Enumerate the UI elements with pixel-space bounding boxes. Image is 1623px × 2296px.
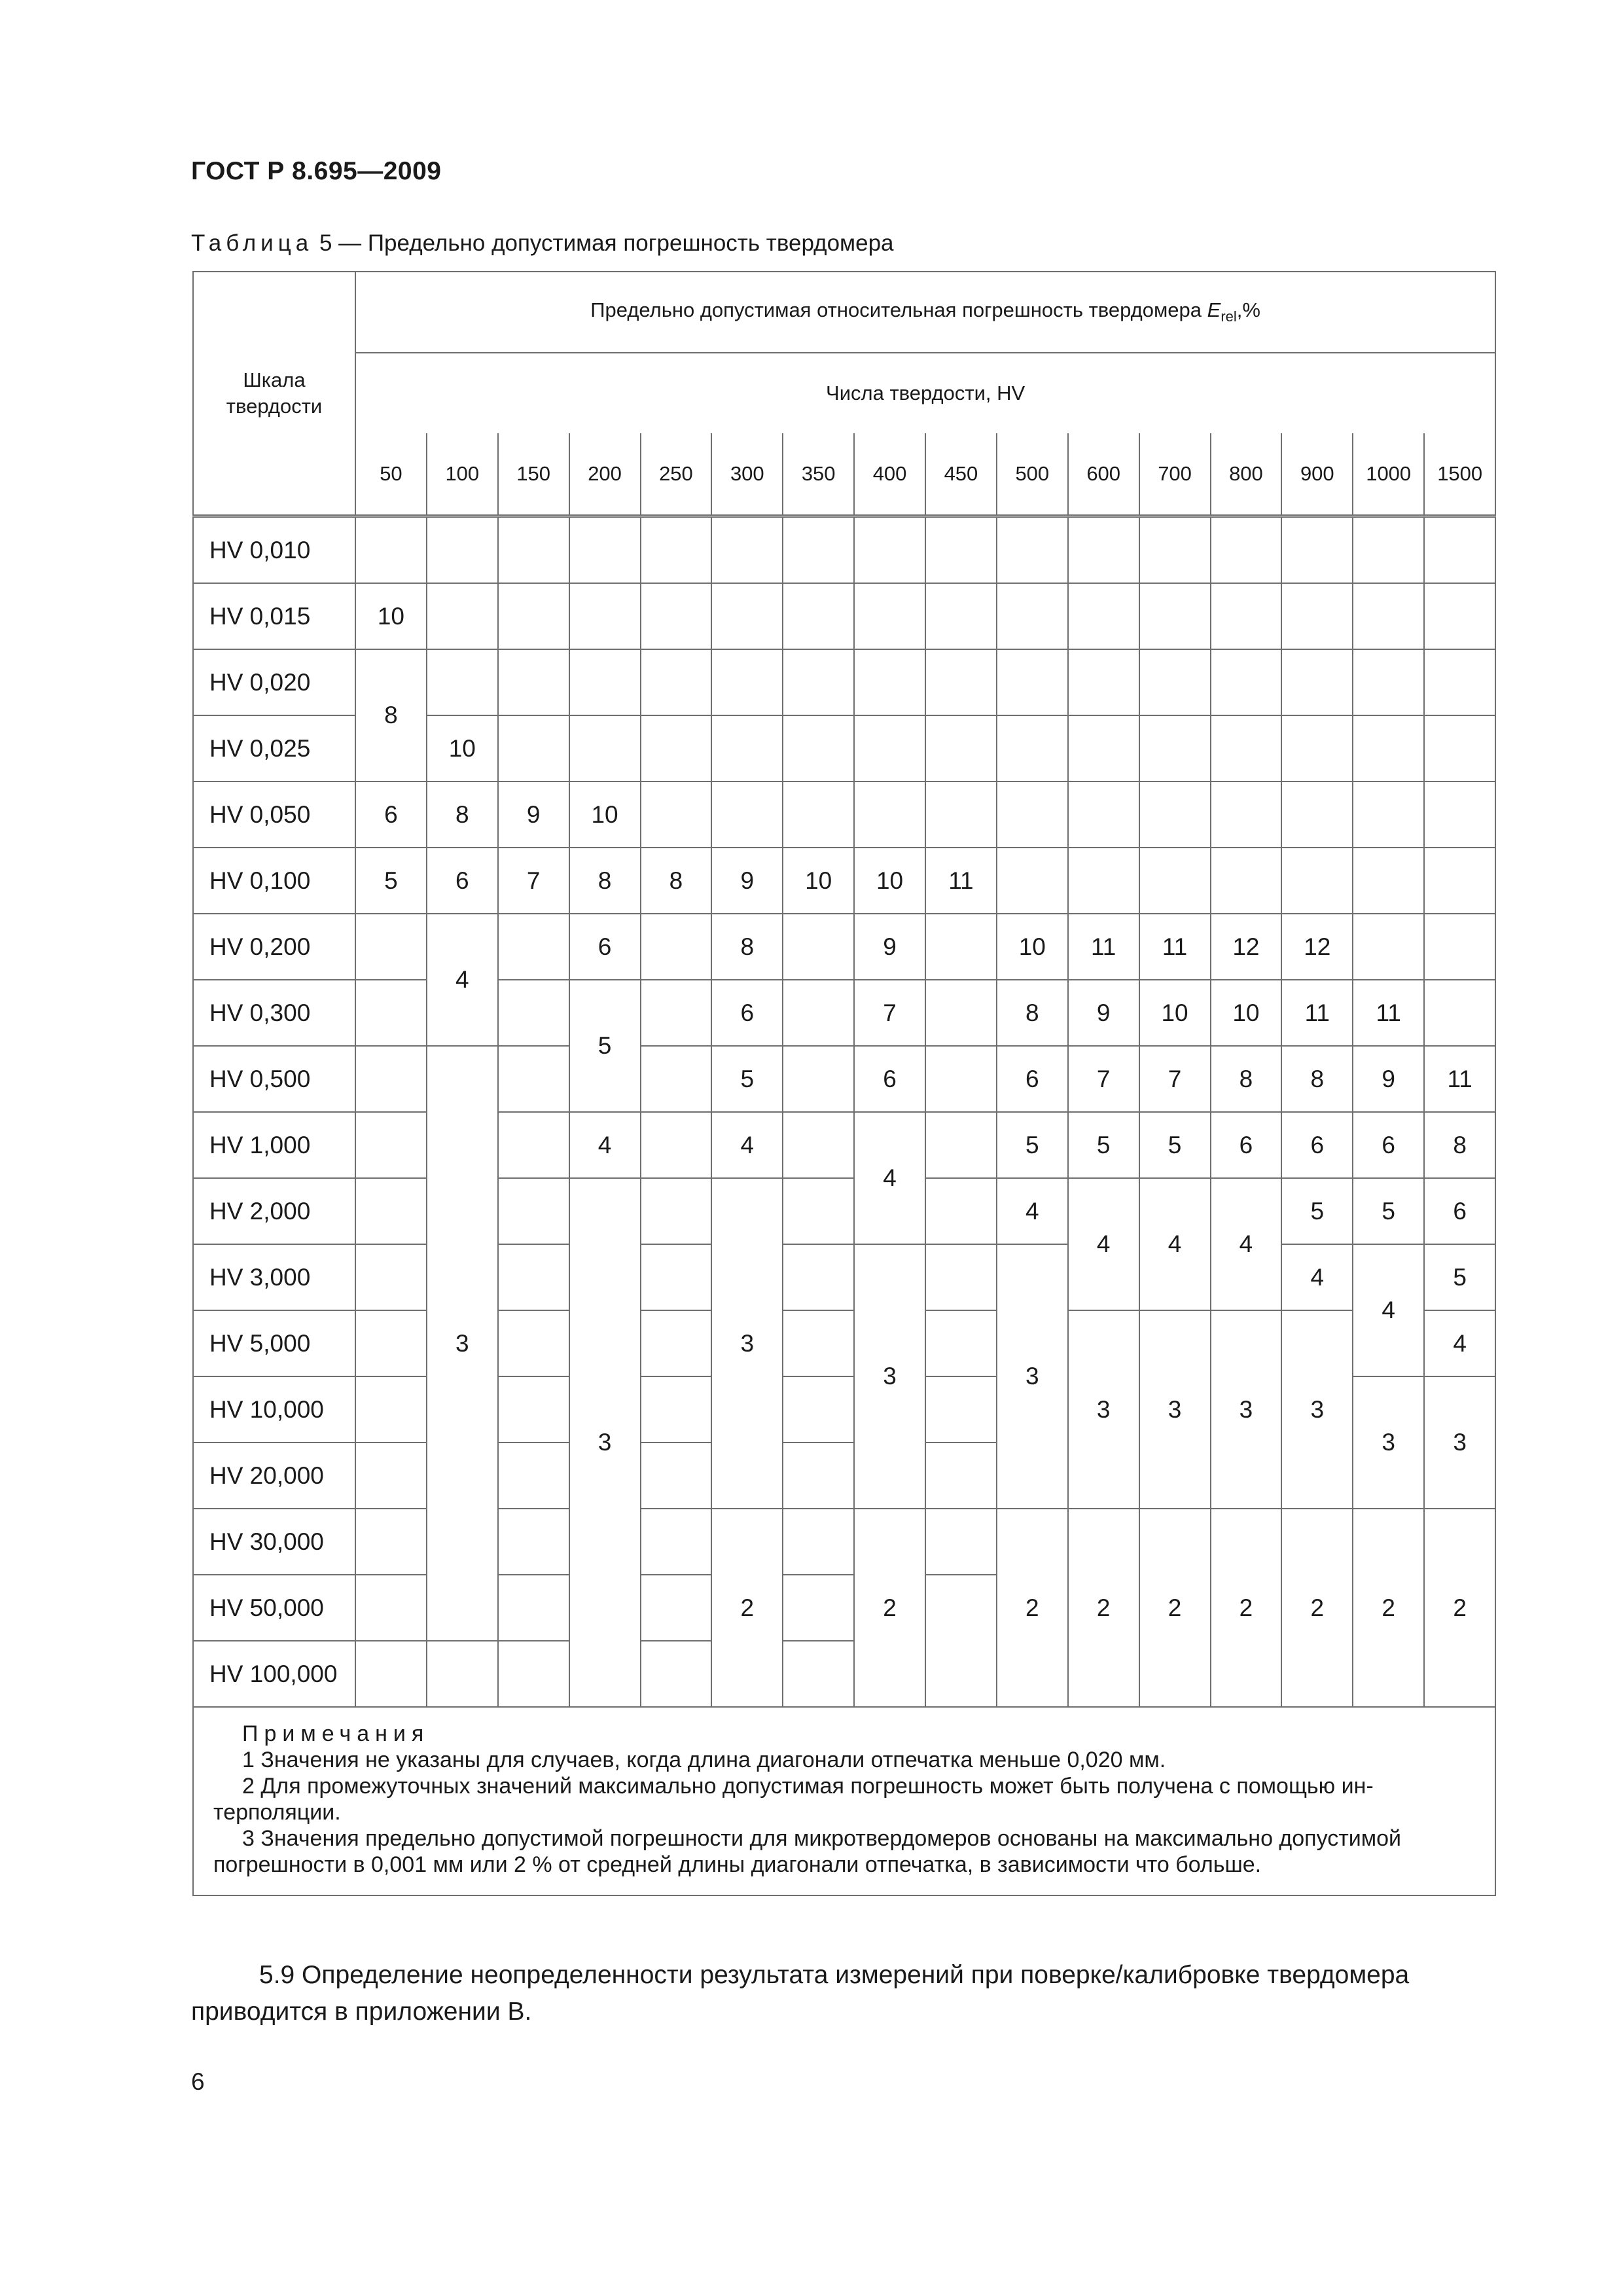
value-cell (641, 781, 712, 848)
table-caption-word: Таблица (191, 230, 313, 256)
value-cell (641, 1112, 712, 1178)
row-label: HV 0,010 (193, 516, 355, 584)
value-cell: 3 (1424, 1376, 1495, 1509)
value-cell (569, 715, 641, 781)
value-cell: 8 (997, 980, 1068, 1046)
value-cell: 10 (1211, 980, 1282, 1046)
value-cell: 3 (1281, 1310, 1353, 1509)
value-cell (783, 1046, 854, 1112)
value-cell (925, 516, 997, 584)
value-cell (854, 715, 925, 781)
value-cell: 2 (1424, 1509, 1495, 1707)
value-cell (355, 1046, 427, 1112)
row-label: HV 20,000 (193, 1443, 355, 1509)
value-cell: 2 (1139, 1509, 1211, 1707)
value-cell (1424, 980, 1495, 1046)
value-cell (783, 1112, 854, 1178)
value-cell (355, 1376, 427, 1443)
value-cell: 11 (1281, 980, 1353, 1046)
value-cell (1424, 848, 1495, 914)
value-cell (783, 1575, 854, 1641)
value-cell (783, 1178, 854, 1244)
value-cell: 8 (1281, 1046, 1353, 1112)
value-cell: 4 (569, 1112, 641, 1178)
value-cell (1353, 781, 1424, 848)
value-cell: 9 (854, 914, 925, 980)
value-cell (641, 1641, 712, 1707)
value-cell (498, 1575, 569, 1641)
value-cell: 3 (427, 1046, 498, 1641)
row-label: HV 10,000 (193, 1376, 355, 1443)
value-cell (641, 649, 712, 715)
hardness-value-header: 1000 (1353, 433, 1424, 516)
group-header-text: Предельно допустимая относительная погрешность твердомера (590, 298, 1207, 322)
row-label: HV 0,015 (193, 583, 355, 649)
hardness-value-header: 800 (1211, 433, 1282, 516)
value-cell: 5 (1139, 1112, 1211, 1178)
value-cell: 7 (854, 980, 925, 1046)
value-cell (1424, 583, 1495, 649)
value-cell (1211, 516, 1282, 584)
value-cell (783, 1310, 854, 1376)
row-label: HV 0,050 (193, 781, 355, 848)
hardness-value-header: 350 (783, 433, 854, 516)
table-caption (191, 230, 894, 257)
note-item: 3 Значения предельно допустимой погрешности для микротвердомеров основаны на максимально допустимой погрешности в 0,001 мм или 2 % от средней длины диагонали отпечатка, в зависимости что больше. (213, 1826, 1402, 1877)
value-cell (498, 1244, 569, 1310)
value-cell: 8 (1211, 1046, 1282, 1112)
value-cell: 6 (1353, 1112, 1424, 1178)
value-cell (783, 781, 854, 848)
value-cell (711, 781, 783, 848)
hardness-value-header: 900 (1281, 433, 1353, 516)
row-label: HV 0,300 (193, 980, 355, 1046)
value-cell (498, 1443, 569, 1509)
value-cell: 5 (997, 1112, 1068, 1178)
value-cell (569, 649, 641, 715)
value-cell (783, 516, 854, 584)
value-cell (641, 1310, 712, 1376)
value-cell (641, 1509, 712, 1575)
value-cell: 8 (641, 848, 712, 914)
value-cell: 10 (783, 848, 854, 914)
value-cell: 8 (711, 914, 783, 980)
value-cell (997, 848, 1068, 914)
value-cell (498, 516, 569, 584)
value-cell (355, 980, 427, 1046)
value-cell (1139, 583, 1211, 649)
value-cell: 10 (427, 715, 498, 781)
value-cell: 9 (711, 848, 783, 914)
value-cell (1068, 516, 1139, 584)
value-cell (783, 1443, 854, 1509)
value-cell (1281, 516, 1353, 584)
value-cell (1139, 848, 1211, 914)
value-cell (498, 583, 569, 649)
value-cell (1068, 583, 1139, 649)
value-cell: 6 (854, 1046, 925, 1112)
value-cell (1353, 649, 1424, 715)
hardness-value-header: 400 (854, 433, 925, 516)
value-cell (355, 516, 427, 584)
value-cell (1211, 583, 1282, 649)
value-cell (925, 1310, 997, 1376)
value-cell: 6 (1211, 1112, 1282, 1178)
value-cell (641, 914, 712, 980)
value-cell: 6 (427, 848, 498, 914)
value-cell (1281, 781, 1353, 848)
value-cell (925, 1244, 997, 1310)
value-cell (1281, 848, 1353, 914)
value-cell (854, 583, 925, 649)
value-cell (1281, 715, 1353, 781)
value-cell (641, 1046, 712, 1112)
hardness-value-header: 100 (427, 433, 498, 516)
value-cell (783, 715, 854, 781)
value-cell (925, 1046, 997, 1112)
row-label: HV 5,000 (193, 1310, 355, 1376)
value-cell (854, 649, 925, 715)
value-cell: 5 (1424, 1244, 1495, 1310)
value-cell (783, 649, 854, 715)
value-cell (783, 583, 854, 649)
value-cell (427, 583, 498, 649)
group-header-subscript: rel (1221, 308, 1237, 325)
value-cell: 7 (1139, 1046, 1211, 1112)
value-cell (498, 914, 569, 980)
value-cell: 11 (1068, 914, 1139, 980)
value-cell (641, 516, 712, 584)
value-cell (854, 781, 925, 848)
value-cell: 4 (1068, 1178, 1139, 1310)
value-cell: 2 (997, 1509, 1068, 1707)
value-cell: 8 (1424, 1112, 1495, 1178)
value-cell: 3 (854, 1244, 925, 1509)
value-cell: 12 (1211, 914, 1282, 980)
value-cell (1068, 781, 1139, 848)
value-cell (355, 1178, 427, 1244)
value-cell (355, 914, 427, 980)
value-cell: 9 (1353, 1046, 1424, 1112)
value-cell (355, 1641, 427, 1707)
value-cell (997, 781, 1068, 848)
value-cell: 6 (997, 1046, 1068, 1112)
value-cell: 2 (1211, 1509, 1282, 1707)
hardness-value-header: 300 (711, 433, 783, 516)
value-cell: 7 (498, 848, 569, 914)
value-cell (355, 1310, 427, 1376)
hardness-error-table (192, 271, 1496, 1896)
value-cell: 4 (854, 1112, 925, 1244)
value-cell (997, 649, 1068, 715)
value-cell: 8 (569, 848, 641, 914)
value-cell (641, 1443, 712, 1509)
value-cell (498, 1376, 569, 1443)
value-cell (641, 980, 712, 1046)
value-cell (783, 1641, 854, 1707)
value-cell (1211, 715, 1282, 781)
value-cell: 7 (1068, 1046, 1139, 1112)
value-cell (711, 516, 783, 584)
row-label: HV 0,025 (193, 715, 355, 781)
value-cell: 5 (355, 848, 427, 914)
value-cell (711, 715, 783, 781)
row-label: HV 1,000 (193, 1112, 355, 1178)
value-cell (997, 715, 1068, 781)
value-cell (641, 715, 712, 781)
value-cell (427, 649, 498, 715)
row-label: HV 0,100 (193, 848, 355, 914)
value-cell (925, 1376, 997, 1443)
value-cell (641, 1178, 712, 1244)
value-cell (1281, 583, 1353, 649)
value-cell: 5 (1353, 1178, 1424, 1244)
value-cell (1353, 516, 1424, 584)
value-cell: 11 (925, 848, 997, 914)
value-cell: 2 (1353, 1509, 1424, 1707)
value-cell (1211, 649, 1282, 715)
value-cell (1281, 649, 1353, 715)
value-cell (641, 1376, 712, 1443)
value-cell (1353, 848, 1424, 914)
note-item: 1 Значения не указаны для случаев, когда длина диагонали отпечатка меньше 0,020 мм. (242, 1748, 1166, 1772)
table-caption-text: 5 — Предельно допустимая погрешность твердомера (313, 230, 894, 256)
value-cell (925, 1509, 997, 1575)
value-cell: 8 (427, 781, 498, 848)
value-cell: 5 (1068, 1112, 1139, 1178)
value-cell: 10 (355, 583, 427, 649)
hardness-value-header: 150 (498, 433, 569, 516)
value-cell (1068, 848, 1139, 914)
value-cell (1353, 583, 1424, 649)
table-notes (193, 1707, 1495, 1895)
value-cell (1068, 649, 1139, 715)
value-cell (783, 1509, 854, 1575)
value-cell (355, 1509, 427, 1575)
section-paragraph (191, 1957, 1496, 2030)
value-cell: 2 (854, 1509, 925, 1707)
notes-title: Примечания (242, 1721, 430, 1746)
value-cell (498, 1046, 569, 1112)
value-cell (1139, 516, 1211, 584)
note-item: 2 Для промежуточных значений максимально допустимая погрешность может быть получена с помощью интерполяции. (213, 1774, 1374, 1825)
value-cell: 11 (1139, 914, 1211, 980)
value-cell (427, 516, 498, 584)
value-cell (925, 1112, 997, 1178)
paragraph-text: 5.9 Определение неопределенности результата измерений при поверке/калибровке твердомера приводится в приложении В. (191, 1961, 1410, 2026)
value-cell: 3 (1353, 1376, 1424, 1509)
value-cell: 5 (711, 1046, 783, 1112)
value-cell (498, 1641, 569, 1707)
value-cell: 12 (1281, 914, 1353, 980)
value-cell (1424, 649, 1495, 715)
value-cell (355, 1575, 427, 1641)
value-cell: 4 (1353, 1244, 1424, 1376)
value-cell (925, 1178, 997, 1244)
value-cell (641, 1244, 712, 1310)
value-cell: 3 (1211, 1310, 1282, 1509)
value-cell (498, 715, 569, 781)
value-cell (783, 980, 854, 1046)
value-cell: 4 (427, 914, 498, 1046)
value-cell (1211, 781, 1282, 848)
value-cell (925, 914, 997, 980)
row-label: HV 3,000 (193, 1244, 355, 1310)
value-cell: 6 (711, 980, 783, 1046)
value-cell: 4 (1424, 1310, 1495, 1376)
value-cell (1068, 715, 1139, 781)
value-cell (355, 1443, 427, 1509)
document-id: ГОСТ Р 8.695—2009 (191, 157, 442, 185)
value-cell (925, 583, 997, 649)
row-label: HV 100,000 (193, 1641, 355, 1707)
value-cell (1424, 781, 1495, 848)
value-cell: 6 (1424, 1178, 1495, 1244)
hardness-value-header: 200 (569, 433, 641, 516)
hardness-value-header: 1500 (1424, 433, 1495, 516)
value-cell (1353, 914, 1424, 980)
value-cell: 5 (1281, 1178, 1353, 1244)
row-label: HV 30,000 (193, 1509, 355, 1575)
value-cell: 4 (1281, 1244, 1353, 1310)
row-label: HV 2,000 (193, 1178, 355, 1244)
value-cell (997, 516, 1068, 584)
value-cell (925, 1443, 997, 1509)
value-cell (925, 649, 997, 715)
hardness-value-header: 250 (641, 433, 712, 516)
value-cell (854, 516, 925, 584)
value-cell: 2 (1068, 1509, 1139, 1707)
row-label: HV 50,000 (193, 1575, 355, 1641)
value-cell (1424, 516, 1495, 584)
row-label: HV 0,500 (193, 1046, 355, 1112)
value-cell: 5 (569, 980, 641, 1112)
value-cell: 9 (498, 781, 569, 848)
group-header (355, 272, 1495, 353)
value-cell (641, 1575, 712, 1641)
hardness-value-header: 500 (997, 433, 1068, 516)
value-cell (498, 1112, 569, 1178)
value-cell: 9 (1068, 980, 1139, 1046)
row-label: HV 0,200 (193, 914, 355, 980)
value-cell (711, 583, 783, 649)
value-cell: 11 (1424, 1046, 1495, 1112)
value-cell: 10 (569, 781, 641, 848)
value-cell (925, 715, 997, 781)
value-cell (355, 1112, 427, 1178)
value-cell: 4 (711, 1112, 783, 1178)
value-cell (1139, 781, 1211, 848)
group-header-symbol: E (1207, 298, 1221, 322)
value-cell: 6 (1281, 1112, 1353, 1178)
value-cell (783, 1244, 854, 1310)
value-cell: 10 (1139, 980, 1211, 1046)
value-cell: 4 (1211, 1178, 1282, 1310)
value-cell (569, 516, 641, 584)
hardness-numbers-header: Числа твердости, HV (355, 353, 1495, 433)
value-cell (1353, 715, 1424, 781)
value-cell: 10 (997, 914, 1068, 980)
value-cell: 3 (1068, 1310, 1139, 1509)
value-cell (641, 583, 712, 649)
hardness-value-header: 50 (355, 433, 427, 516)
value-cell: 10 (854, 848, 925, 914)
hardness-value-header: 450 (925, 433, 997, 516)
value-cell (498, 1178, 569, 1244)
scale-header-line2: твердости (226, 395, 323, 418)
value-cell: 4 (997, 1178, 1068, 1244)
page-number: 6 (191, 2068, 205, 2095)
value-cell (783, 1376, 854, 1443)
value-cell: 3 (569, 1178, 641, 1707)
value-cell: 8 (355, 649, 427, 781)
value-cell: 11 (1353, 980, 1424, 1046)
value-cell (1211, 848, 1282, 914)
value-cell (355, 1244, 427, 1310)
value-cell (1424, 715, 1495, 781)
value-cell (498, 1509, 569, 1575)
hardness-value-header: 600 (1068, 433, 1139, 516)
value-cell: 2 (711, 1509, 783, 1707)
hardness-value-header: 700 (1139, 433, 1211, 516)
value-cell (498, 1310, 569, 1376)
value-cell: 4 (1139, 1178, 1211, 1310)
row-label: HV 0,020 (193, 649, 355, 715)
value-cell (498, 980, 569, 1046)
value-cell (1424, 914, 1495, 980)
value-cell (997, 583, 1068, 649)
value-cell: 3 (711, 1178, 783, 1509)
value-cell (569, 583, 641, 649)
value-cell (1139, 715, 1211, 781)
value-cell (925, 781, 997, 848)
value-cell: 6 (355, 781, 427, 848)
group-header-suffix: ,% (1236, 298, 1260, 322)
value-cell (711, 649, 783, 715)
value-cell (1139, 649, 1211, 715)
value-cell: 2 (1281, 1509, 1353, 1707)
value-cell: 3 (997, 1244, 1068, 1509)
value-cell (498, 649, 569, 715)
scale-column-header (193, 272, 355, 516)
value-cell (783, 914, 854, 980)
value-cell: 3 (1139, 1310, 1211, 1509)
value-cell (925, 980, 997, 1046)
value-cell (427, 1641, 498, 1707)
scale-header-line1: Шкала (243, 368, 306, 391)
value-cell: 6 (569, 914, 641, 980)
